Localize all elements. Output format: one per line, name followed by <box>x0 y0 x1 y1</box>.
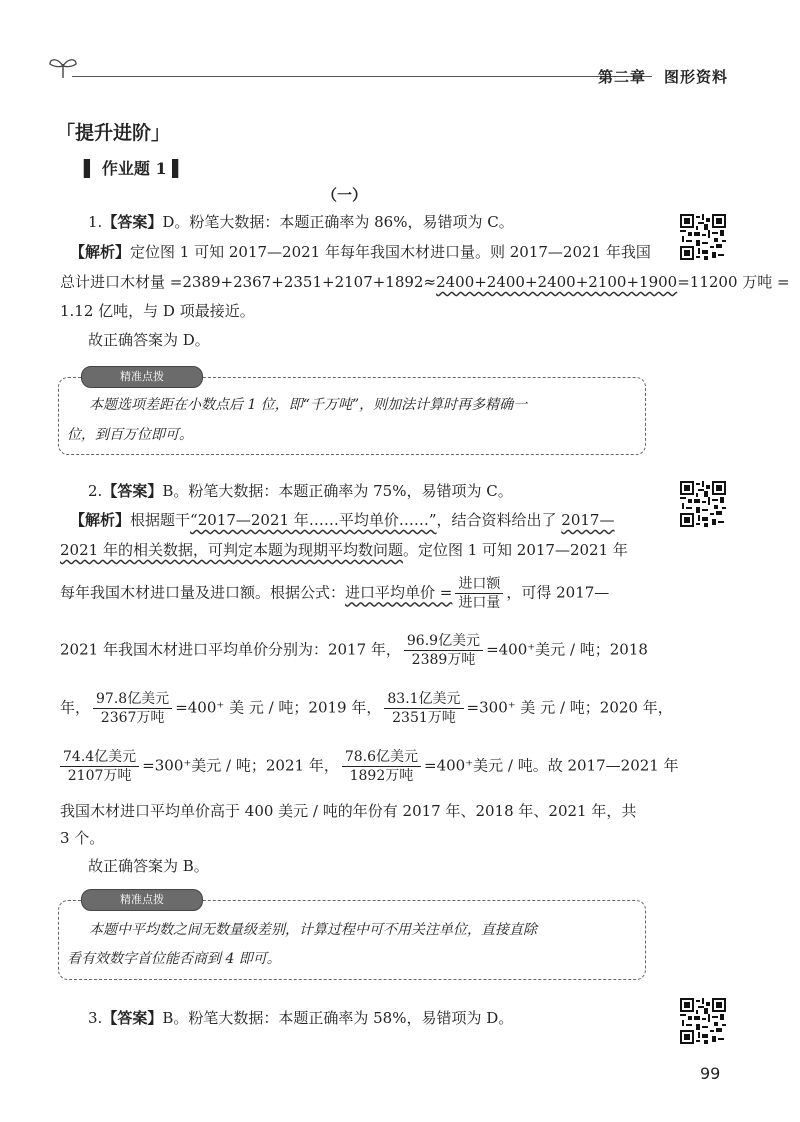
qr-code-icon[interactable] <box>680 998 726 1044</box>
q2-conclusion: 故正确答案为 B。 <box>88 857 209 875</box>
q2-analysis-text1c: ，结合资料给出了 <box>436 511 562 529</box>
q3-number: 3. <box>88 1009 103 1027</box>
q2-analysis-text6b: =400⁺美元 / 吨。故 2017—2021 年 <box>424 756 679 775</box>
q1-analysis-text2c: =11200 万吨 = <box>677 273 790 291</box>
q2-analysis-line2 <box>60 540 628 560</box>
q2-note-line2: 看有效数字首位能否商到 4 即可。 <box>67 951 281 967</box>
q1-answer-text: D。粉笔大数据：本题正确率为 86%，易错项为 C。 <box>162 213 514 231</box>
q1-analysis-line3: 1.12 亿吨，与 D 项最接近。 <box>60 302 255 320</box>
q2-f2019-denominator: 2351万吨 <box>392 710 456 726</box>
q2-number: 2. <box>88 482 103 500</box>
homework-title <box>84 156 185 179</box>
q1-analysis-tag: 【解析】 <box>70 243 131 261</box>
q2-fraction-2020 <box>60 748 139 785</box>
chapter-title: 图形资料 <box>664 68 729 86</box>
homework-title-text: 作业题 1 <box>101 159 167 178</box>
q2-f2017-denominator: 2389万吨 <box>411 652 476 668</box>
q2-analysis-line4 <box>60 632 648 669</box>
q2-analysis-line6 <box>60 748 679 785</box>
q3-answer-line <box>88 1008 513 1028</box>
q3-answer-text: B。粉笔大数据：本题正确率为 58%，易错项为 D。 <box>162 1009 514 1027</box>
q2-fraction-2021 <box>342 748 421 785</box>
page-number: 99 <box>700 1064 721 1083</box>
q2-formula-fraction <box>455 575 503 612</box>
q1-note-tag: 精准点拨 <box>81 366 203 388</box>
q2-f2018-numerator: 97.8亿美元 <box>93 690 172 709</box>
q2-analysis-text2a: 2021 年的相关数据，可判定本题为现期平均数问题 <box>60 541 403 559</box>
q2-analysis-line8: 3 个。 <box>60 829 105 847</box>
q2-answer-text: B。粉笔大数据：本题正确率为 75%，易错项为 C。 <box>162 482 513 500</box>
homework-bar-left: ▌ <box>84 159 97 178</box>
q2-f2019-numerator: 83.1亿美元 <box>384 690 463 709</box>
q2-analysis-text4b: =400⁺美元 / 吨；2018 <box>486 640 648 659</box>
q2-f2018-denominator: 2367万吨 <box>100 710 165 726</box>
q2-analysis-line1 <box>70 510 614 530</box>
qr-code-icon[interactable] <box>680 214 726 260</box>
q2-note-box <box>58 893 646 980</box>
q2-fraction-2019 <box>384 690 463 727</box>
q1-answer-tag: 【答案】 <box>102 213 163 231</box>
q2-analysis-text5b: =400⁺ 美 元 / 吨；2019 年， <box>175 698 382 717</box>
q1-analysis-text1: 定位图 1 可知 2017—2021 年每年我国木材进口量。则 2017—2021 年我国 <box>130 243 651 261</box>
q2-f2020-numerator: 74.4亿美元 <box>60 748 139 767</box>
q2-analysis-text4a: 2021 年我国木材进口平均单价分别为：2017 年， <box>60 640 401 659</box>
q1-analysis-line2 <box>60 272 790 292</box>
q1-note-box <box>58 370 646 455</box>
qr-code-icon[interactable] <box>680 481 726 527</box>
q3-answer-tag: 【答案】 <box>102 1009 163 1027</box>
q1-analysis-line1 <box>70 242 651 262</box>
q2-analysis-text5c: =300⁺ 美 元 / 吨；2020 年， <box>466 698 673 717</box>
subsection-title: （一） <box>322 186 368 204</box>
q2-f2017-numerator: 96.9亿美元 <box>404 632 483 651</box>
q2-formula-denominator: 进口量 <box>458 595 501 611</box>
q2-f2021-numerator: 78.6亿美元 <box>342 748 421 767</box>
q2-analysis-text6a: =300⁺美元 / 吨；2021 年， <box>142 756 339 775</box>
q2-analysis-text3a: 每年我国木材进口量及进口额。根据公式： <box>60 583 346 602</box>
q2-formula-numerator: 进口额 <box>455 575 503 594</box>
q2-f2020-denominator: 2107万吨 <box>67 768 132 784</box>
q2-f2021-denominator: 1892万吨 <box>349 768 414 784</box>
chapter-number: 第二章 <box>598 68 647 86</box>
q2-analysis-text1a: 根据题干 <box>130 511 191 529</box>
q2-analysis-text1b: “2017—2021 年……平均单价……” <box>190 511 437 529</box>
q2-analysis-text3c: ，可得 2017— <box>506 583 610 602</box>
q2-analysis-text2b: 。定位图 1 可知 2017—2021 年 <box>402 541 628 559</box>
q1-analysis-text2a: 总计进口木材量 =2389+2367+2351+2107+1892≈ <box>60 273 437 291</box>
q2-answer-line <box>88 481 513 501</box>
q1-number: 1. <box>88 213 103 231</box>
q2-note-tag: 精准点拨 <box>81 889 203 911</box>
q2-analysis-line3 <box>60 575 609 612</box>
q1-answer-line <box>88 212 514 232</box>
q2-analysis-line5 <box>60 690 673 727</box>
header-rule <box>72 76 652 77</box>
q2-formula-label: 进口平均单价 = <box>345 583 453 602</box>
q2-fraction-2017 <box>404 632 483 669</box>
q2-analysis-text5a: 年， <box>60 698 91 717</box>
section-title: 「提升进阶」 <box>56 122 171 144</box>
q1-note-line2: 位，到百万位即可。 <box>67 427 193 443</box>
q2-fraction-2018 <box>93 690 172 727</box>
q1-note-line1: 本题选项差距在小数点后 1 位，即“千万吨”，则加法计算时再多精确一 <box>89 397 528 413</box>
q2-analysis-tag: 【解析】 <box>70 511 131 529</box>
homework-bar-right: ▌ <box>172 159 185 178</box>
q2-answer-tag: 【答案】 <box>102 482 163 500</box>
q2-analysis-text1d: 2017— <box>561 511 615 529</box>
chapter-heading <box>598 66 728 87</box>
q2-note-line1: 本题中平均数之间无数量级差别，计算过程中可不用关注单位，直接直除 <box>89 922 537 938</box>
q1-analysis-text2b: 2400+2400+2400+2100+1900 <box>436 273 678 291</box>
q1-conclusion: 故正确答案为 D。 <box>88 331 210 349</box>
q2-analysis-line7: 我国木材进口平均单价高于 400 美元 / 吨的年份有 2017 年、2018 年、2021 年，共 <box>60 802 637 820</box>
